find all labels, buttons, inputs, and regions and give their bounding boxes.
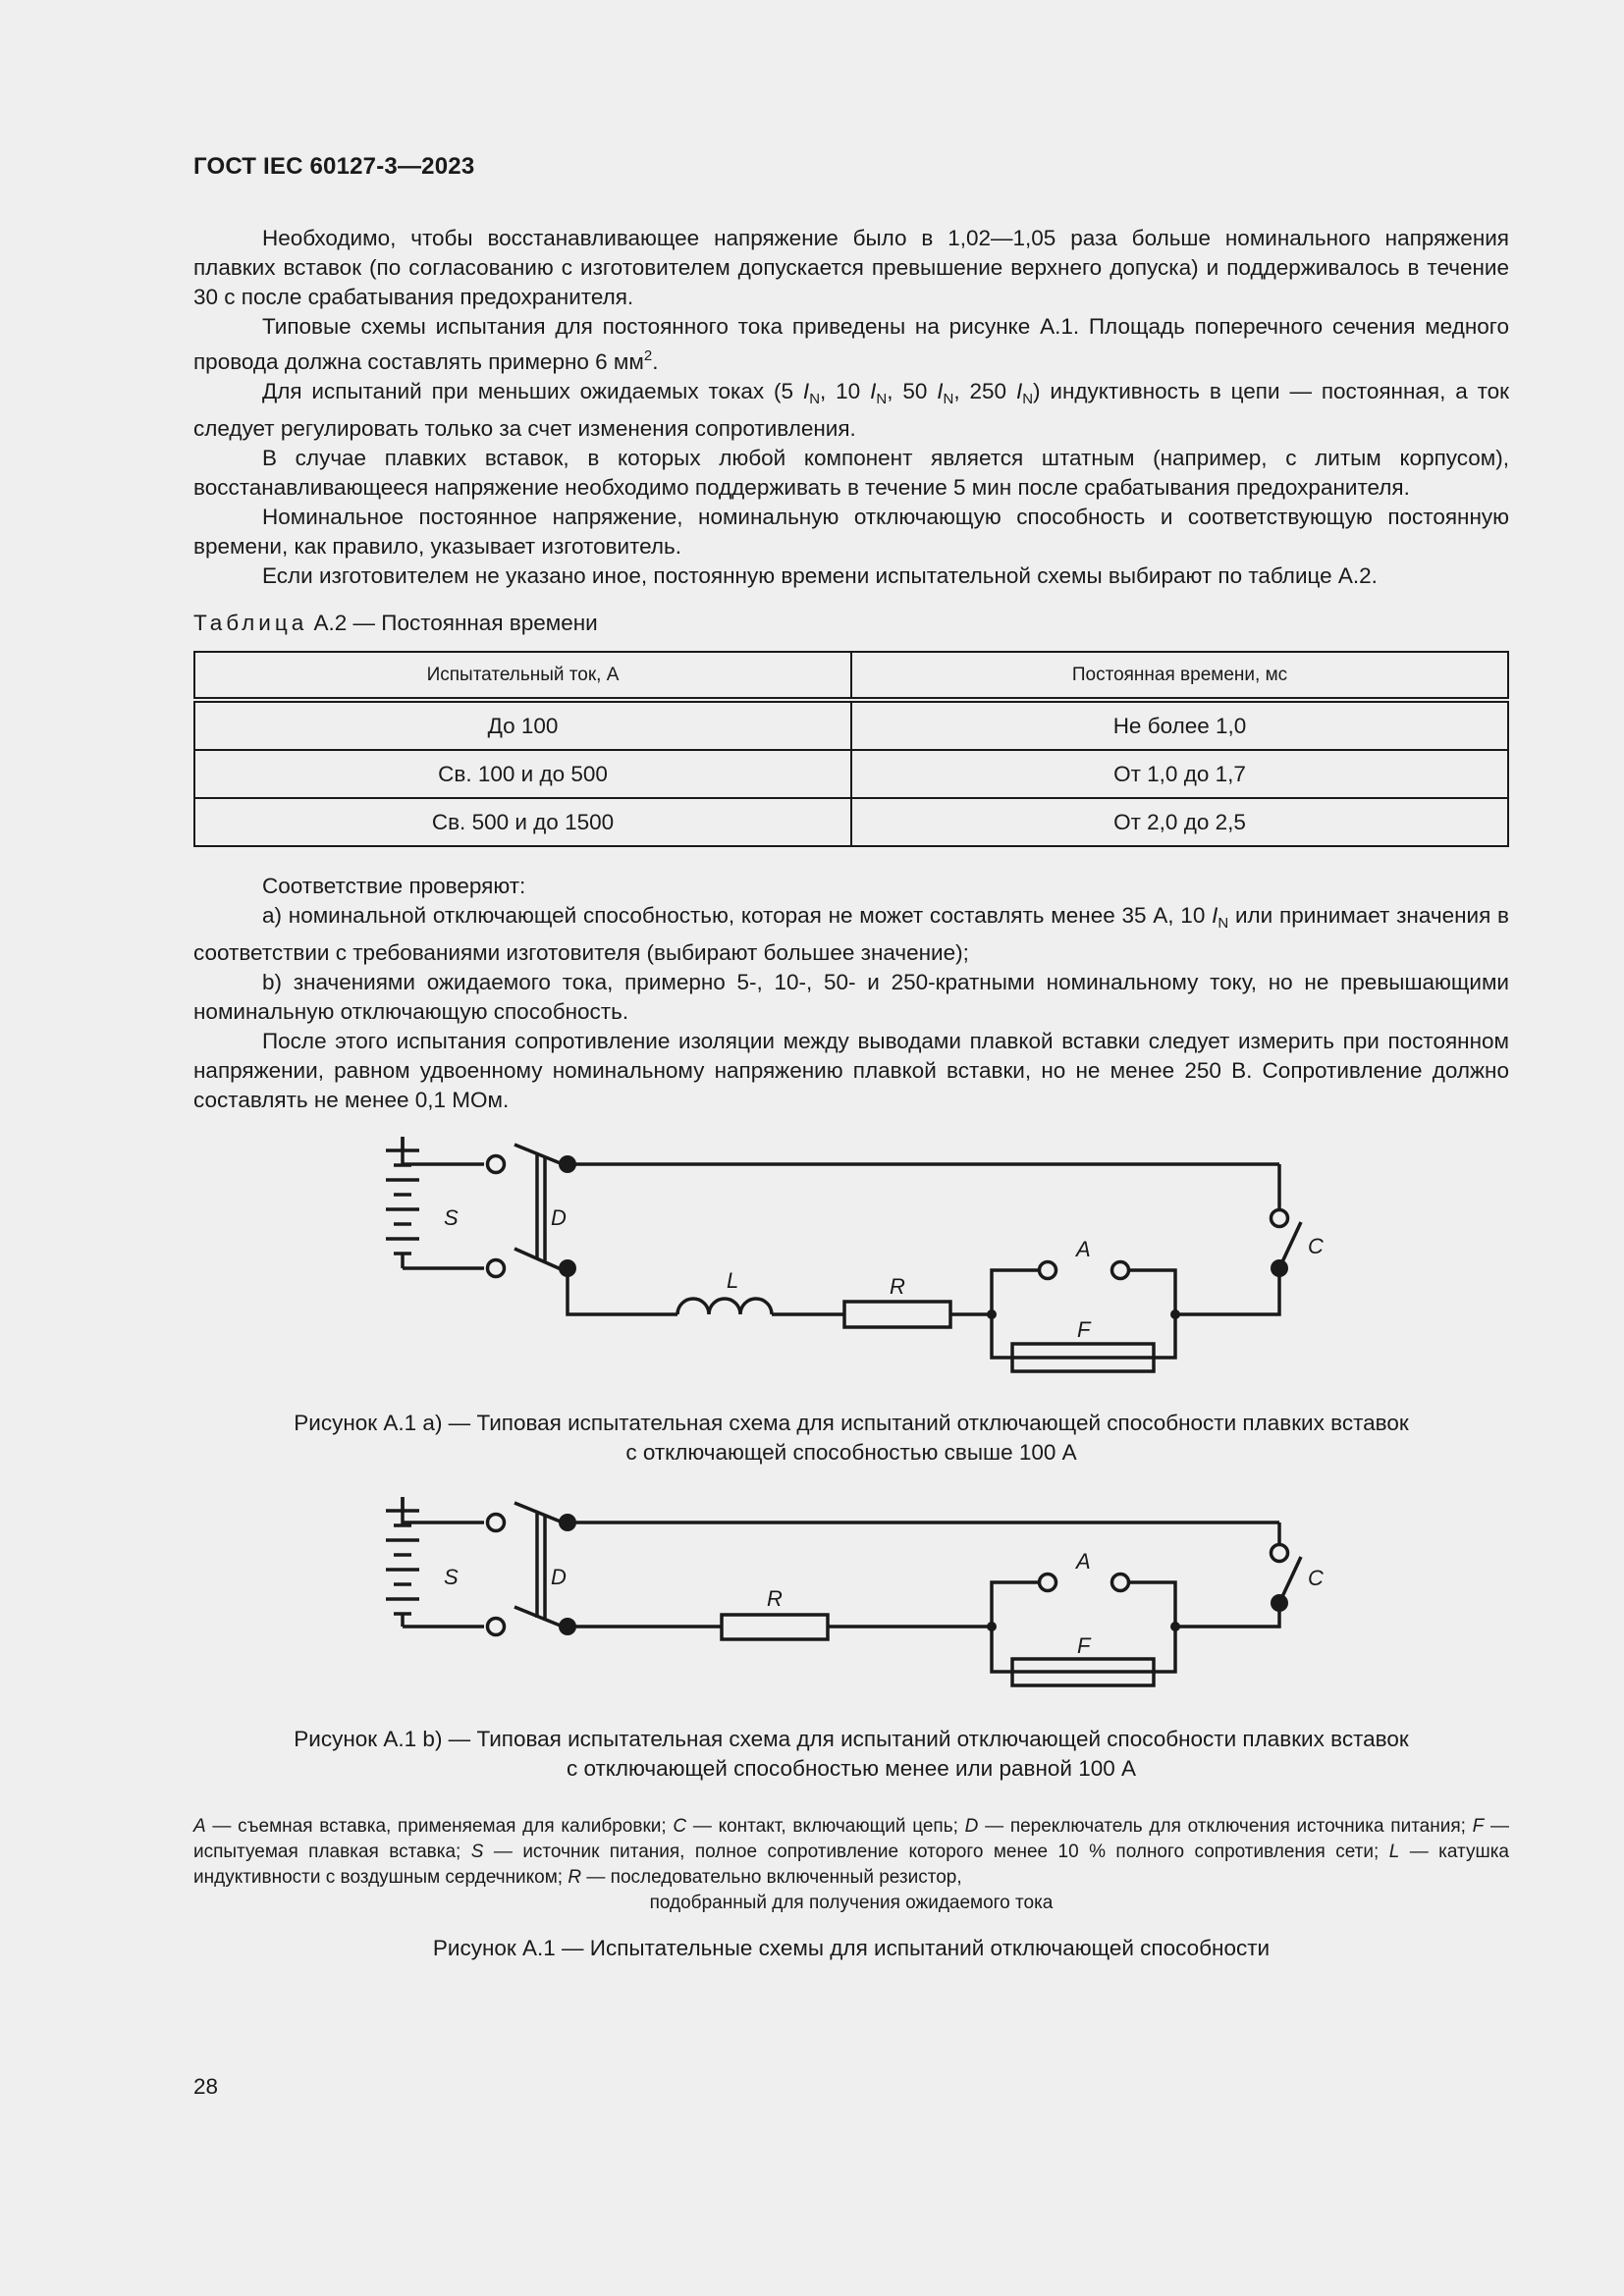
legend-text: A — съемная вставка, применяемая для калибровки; C — контакт, включающий цепь; D — переключатель для отключения источника питания; F — испытуемая плавкая вставка; S — источник питания, полное сопротивление которого менее 10 % полного сопротивления сети; L — катушка индуктивности с воздушным сердечником; R — последовательно включенный резистор, — [193, 1816, 1509, 1888]
label-C: C — [1308, 1566, 1324, 1590]
paragraph-1: Необходимо, чтобы восстанавливающее напряжение было в 1,02—1,05 раза больше номинального напряжения плавких вставок (по согласованию с изготовителем допускается превышение верхнего допуска) и поддерживалось в течение 30 с после срабатывания предохранителя. — [193, 226, 1509, 309]
verification-intro: Соответствие проверяют: — [262, 874, 526, 898]
paragraph-4: В случае плавких вставок, в которых любой компонент является штатным (например, с литым корпусом), восстанавливающееся напряжение необходимо поддерживать в течение 5 мин после срабатывания предохранителя. — [193, 446, 1509, 500]
table-cell: Св. 500 и до 1500 — [194, 798, 851, 846]
paragraph-2: Типовые схемы испытания для постоянного тока приведены на рисунке А.1. Площадь поперечного сечения медного провода должна составлять примерно 6 $мм^2$. — [193, 314, 1509, 374]
table-cell: Св. 100 и до 500 — [194, 750, 851, 798]
label-S: S — [444, 1205, 459, 1230]
figure-b-caption: Рисунок А.1 b) — Типовая испытательная схема для испытаний отключающей способности плавких вставок с отключающей способностью менее или равной 100 А — [294, 1727, 1409, 1781]
label-R: R — [890, 1274, 905, 1299]
label-R: R — [767, 1586, 783, 1611]
table-caption: Таблица А.2 — Постоянная времени — [193, 611, 598, 635]
label-F: F — [1077, 1317, 1091, 1342]
paragraph-3: Для испытаний при меньших ожидаемых токах (5 $I_N$, 10 $I_N$, 50 $I_N$, 250 $I_N$) индуктивность в цепи — постоянная, а ток следует регулировать только за счет изменения сопротивления. — [193, 379, 1510, 441]
legend-last-line: подобранный для получения ожидаемого тока — [649, 1893, 1054, 1913]
table-cell: Не более 1,0 — [851, 700, 1508, 750]
table-header-cell: Испытательный ток, А — [194, 652, 851, 700]
verification-item-a: a) номинальной отключающей способностью, которая не может составлять менее 35 А, 10 $I_N$ или принимает значения в соответствии с требованиями изготовителя (выбирают большее значение); — [193, 903, 1509, 965]
insulation-paragraph: После этого испытания сопротивление изоляции между выводами плавкой вставки следует измерить при постоянном напряжении, равном удвоенному номинальному напряжению плавкой вставки, но не менее 250 В. Сопротивление должно составлять не менее 0,1 МОм. — [193, 1029, 1509, 1112]
verification-item-b: b) значениями ожидаемого тока, примерно 5-, 10-, 50- и 250-кратными номинальному току, но не превышающими номинальную отключающую способность. — [193, 970, 1509, 1024]
label-S: S — [444, 1565, 459, 1589]
page-number: 28 — [193, 2074, 219, 2099]
paragraph-5: Номинальное постоянное напряжение, номинальную отключающую способность и соответствующую постоянную времени, как правило, указывает изготовитель. — [193, 505, 1509, 559]
label-C: C — [1308, 1234, 1324, 1258]
label-L: L — [727, 1268, 739, 1293]
paragraph-6: Если изготовителем не указано иное, постоянную времени испытательной схемы выбирают по таблице А.2. — [262, 563, 1378, 588]
document-header: ГОСТ IEC 60127-3—2023 — [193, 153, 475, 180]
circuit-diagram-b — [0, 1472, 1624, 1708]
figure-legend — [193, 1814, 1509, 1916]
label-A: A — [1076, 1549, 1091, 1574]
label-F: F — [1077, 1633, 1091, 1658]
label-D: D — [551, 1205, 567, 1230]
table-cell: До 100 — [194, 700, 851, 750]
label-A: A — [1076, 1237, 1091, 1261]
table-cell: От 1,0 до 1,7 — [851, 750, 1508, 798]
table-header-cell: Постоянная времени, мс — [851, 652, 1508, 700]
label-D: D — [551, 1565, 567, 1589]
table-cell: От 2,0 до 2,5 — [851, 798, 1508, 846]
figure-main-caption: Рисунок А.1 — Испытательные схемы для испытаний отключающей способности — [432, 1936, 1271, 1960]
figure-a-caption: Рисунок А.1 а) — Типовая испытательная схема для испытаний отключающей способности плавких вставок с отключающей способностью свыше 100 А — [294, 1411, 1409, 1465]
